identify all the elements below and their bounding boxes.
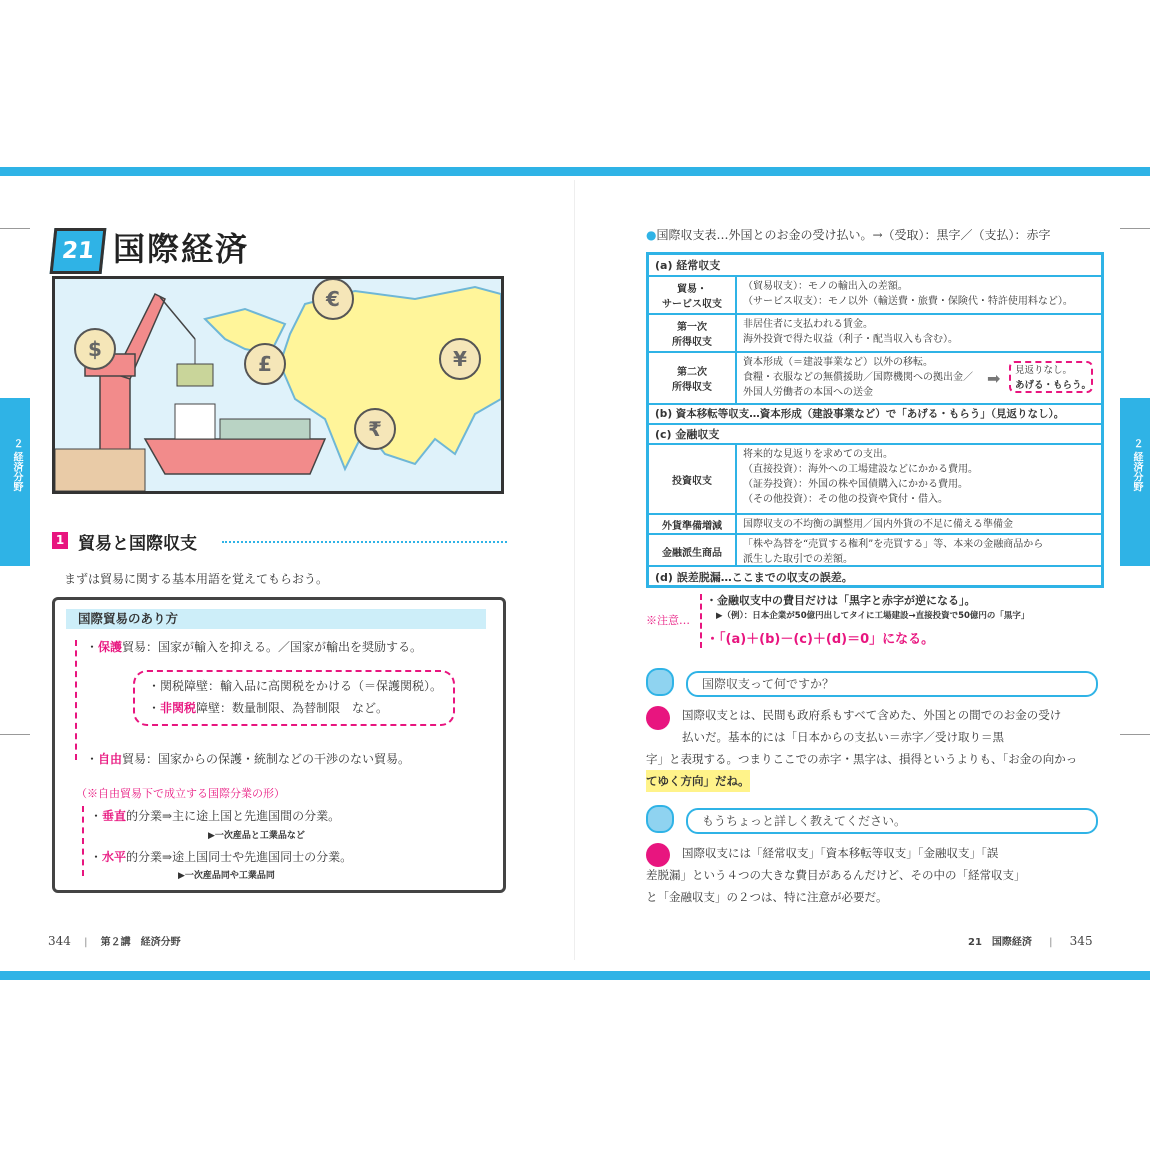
crop-mark	[0, 228, 30, 229]
bracket-line	[75, 640, 77, 760]
svg-text:$: $	[88, 337, 102, 361]
financial-account-label: (c) 金融収支	[655, 428, 720, 441]
row-line: （貿易収支）：モノの輸出入の差額。	[743, 281, 908, 292]
row-label: 第二次 所得収支	[649, 353, 737, 403]
trade-illustration	[52, 276, 504, 494]
tariff-barrier-line: ・関税障壁：輸入品に高関税をかける（＝保護関税）。	[148, 679, 443, 693]
bracket-line	[700, 594, 702, 648]
row-label: 第一次 所得収支	[649, 315, 737, 351]
question-bubble: 国際収支って何ですか？	[686, 671, 1098, 697]
bop-table	[646, 252, 1104, 588]
row-line: （証券投資）：外国の株や国債購入にかかる費用。	[743, 479, 968, 490]
answer-line: 国際収支とは、民間も政府系もすべて含めた、外国との間でのお金の受け	[682, 708, 1062, 722]
answer-line: 字」と表現する。つまりここでの赤字・黒字は、損得というよりも、「お金の向かっ	[646, 752, 1078, 766]
row-line: 食糧・衣服などの無償援助／国際機関への拠出金／	[743, 372, 973, 383]
section-title: 貿易と国際収支	[78, 534, 197, 554]
side-tab-left: ２ 経済分野	[0, 398, 30, 566]
table-row	[649, 403, 1101, 423]
row-content	[743, 537, 1043, 567]
answer-text	[646, 704, 1077, 792]
student-face-icon	[646, 668, 674, 696]
svg-text:₹: ₹	[368, 417, 382, 441]
row-content	[743, 355, 973, 400]
answer-line: 差脱漏」という４つの大きな費目があるんだけど、その中の「経常収支」	[646, 868, 1026, 882]
row-content	[743, 517, 1013, 532]
row-label: 金融派生商品	[649, 535, 737, 567]
bottom-band	[0, 971, 1150, 980]
answer-text	[646, 842, 1026, 908]
horizontal-division-line: ・水平的分業⇒途上国同士や先進国同士の分業。	[90, 850, 353, 864]
left-footer: 344 | 第２講 経済分野	[48, 934, 181, 948]
port-map-drawing	[55, 279, 501, 491]
crop-mark	[0, 734, 30, 735]
row-label: 外貨準備増減	[649, 515, 737, 533]
vertical-division-sub: ▶一次産品と工業品など	[208, 831, 305, 841]
no-return-callout	[1009, 361, 1093, 393]
row-label: 投資収支	[649, 445, 737, 513]
note-1: ・金融収支中の費目だけは「黒字と赤字が逆になる」。	[706, 594, 976, 607]
note-1-sub: ▶（例）：日本企業が50億円出してタイに工場建設→直接投資で50億円の「黒字」	[716, 611, 1030, 621]
answer-line: てゆく方向」だね。	[646, 770, 750, 792]
answer-line: と「金融収支」の２つは、特に注意が必要だ。	[646, 890, 888, 904]
table-row	[649, 275, 1101, 313]
crop-mark	[1120, 734, 1150, 735]
bop-heading: ●国際収支表…外国とのお金の受け払い。→（受取）：黒字／（支払）：赤字	[646, 228, 1051, 242]
callout-line: あげる・もらう。	[1015, 380, 1092, 391]
note-2: ・「(a)＋(b)－(c)＋(d)＝0」になる。	[706, 632, 935, 647]
section-badge: 1	[52, 532, 68, 549]
errors-label: (d) 誤差脱漏…ここまでの収支の誤差。	[655, 571, 853, 584]
chapter-title: 国際経済	[113, 230, 250, 268]
row-line: 外国人労働者の本国への送金	[743, 387, 873, 398]
vertical-division-line: ・垂直的分業⇒主に途上国と先進国間の分業。	[90, 809, 341, 823]
box-title: 国際貿易のあり方	[66, 609, 486, 629]
callout-line: 見返りなし。	[1015, 365, 1073, 376]
side-tab-right: ２ 経済分野	[1120, 398, 1150, 566]
row-line: 資本形成（＝建設事業など）以外の移転。	[743, 357, 933, 368]
row-line: 将来的な見返りを求めての支出。	[743, 449, 893, 460]
table-row	[649, 513, 1101, 533]
top-band	[0, 167, 1150, 176]
answer-line: 国際収支には「経常収支」「資本移転等収支」「金融収支」「誤	[682, 846, 999, 860]
current-account-label: (a) 経常収支	[655, 259, 721, 272]
table-row	[649, 351, 1101, 403]
horizontal-division-sub: ▶一次産品同や工業品同	[178, 871, 275, 881]
svg-text:€: €	[326, 287, 340, 311]
arrow-icon: ➡	[987, 369, 1001, 388]
gutter-line	[574, 180, 575, 960]
table-row	[649, 533, 1101, 567]
answer-line: 払いだ。基本的には「日本からの支払い＝赤字／受け取り＝黒	[682, 730, 1004, 744]
row-line: 国際収支の不均衡の調整用／国内外貨の不足に備える準備金	[743, 519, 1013, 530]
free-trade-line: ・自由貿易：国家からの保護・統制などの干渉のない貿易。	[86, 752, 411, 766]
row-line: 派生した取引での差額。	[743, 554, 853, 565]
table-row	[649, 565, 1101, 587]
page-number: 345	[1069, 934, 1093, 948]
note-prefix: ※注意…	[646, 614, 690, 627]
svg-text:¥: ¥	[453, 347, 467, 371]
table-row	[649, 423, 1101, 443]
running-head: 第２講 経済分野	[100, 937, 181, 948]
row-line: （直接投資）：海外への工場建設などにかかる費用。	[743, 464, 978, 475]
chapter-number: 21	[50, 228, 107, 274]
row-line: （サービス収支）：モノ以外（輸送費・旅費・保険代・特許使用料など）。	[743, 296, 1073, 307]
row-content	[743, 317, 958, 347]
question-bubble: もうちょっと詳しく教えてください。	[686, 808, 1098, 834]
student-face-icon	[646, 805, 674, 833]
running-head: 21 国際経済	[968, 937, 1032, 948]
crop-mark	[1120, 228, 1150, 229]
row-content	[743, 279, 1073, 309]
section-divider	[222, 541, 507, 543]
right-footer: 21 国際経済 | 345	[968, 934, 1093, 948]
row-line: 「株や為替を“売買する権利”を売買する」等、本来の金融商品から	[743, 539, 1044, 550]
svg-text:£: £	[258, 352, 272, 376]
table-row	[649, 443, 1101, 513]
bracket-line	[82, 806, 84, 876]
division-note: （※自由貿易下で成立する国際分業の形）	[76, 787, 285, 800]
intro-text: まずは貿易に関する基本用語を覚えてもらおう。	[64, 572, 329, 586]
row-line: 海外投資で得た収益（利子・配当収入も含む）。	[743, 334, 958, 345]
table-row	[649, 313, 1101, 351]
row-line: （その他投資）：その他の投資や貸付・借入。	[743, 494, 948, 505]
protection-trade-line: ・保護貿易：国家が輸入を抑える。／国家が輸出を奨励する。	[86, 640, 423, 654]
capital-account-label: (b) 資本移転等収支…資本形成（建設事業など）で「あげる・もらう」（見返りなし）。	[655, 408, 1065, 420]
row-line: 非居住者に支払われる賃金。	[743, 319, 873, 330]
non-tariff-barrier-line: ・非関税障壁：数量制限、為替制限 など。	[148, 701, 389, 715]
row-label: 貿易・ サービス収支	[649, 277, 737, 313]
row-content	[743, 447, 978, 507]
page-number: 344	[48, 934, 71, 948]
